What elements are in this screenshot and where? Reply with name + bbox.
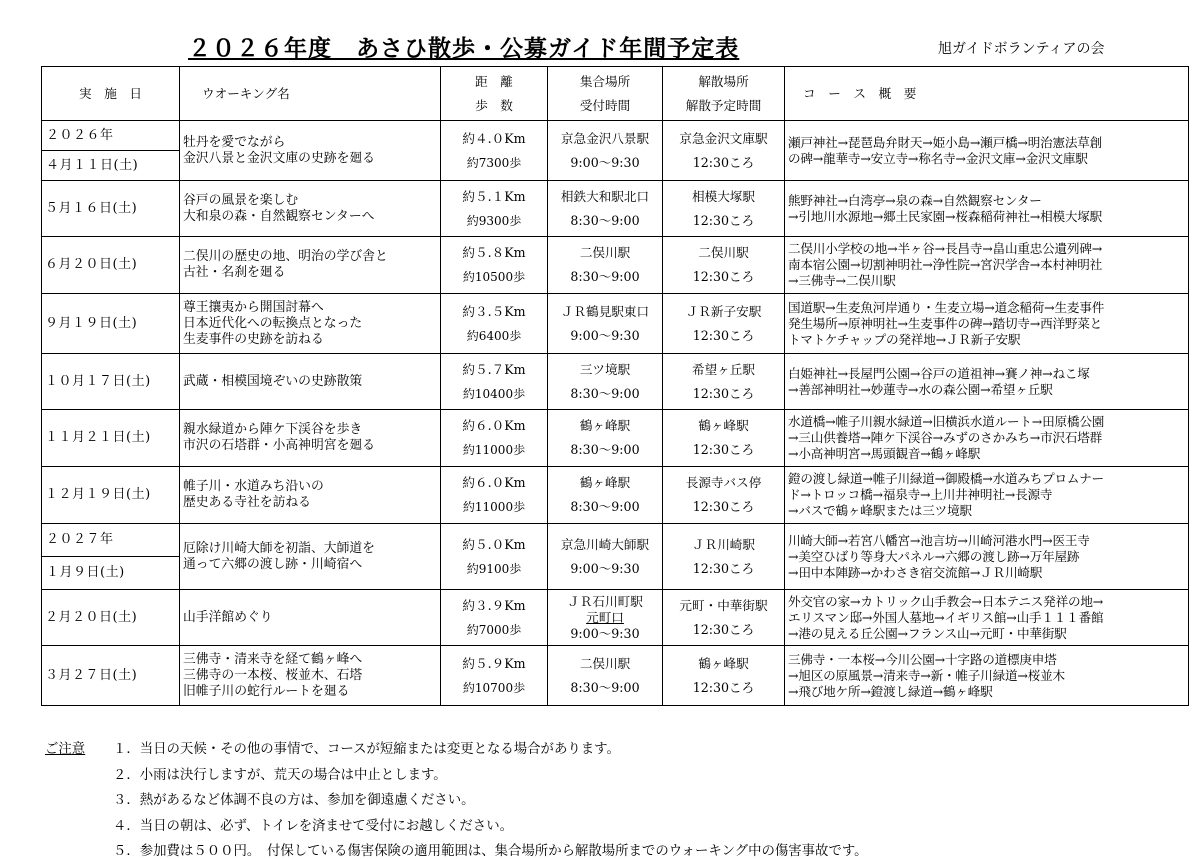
- year-label: ２０２７年: [42, 524, 179, 557]
- header-distance-label: 距 離: [475, 73, 513, 89]
- walk-name-cell: [180, 121, 441, 181]
- meeting-time: 8:30～9:00: [570, 212, 640, 228]
- dismiss-cell: [663, 237, 785, 294]
- header-dismiss-label: 解散場所: [698, 73, 749, 89]
- course-line: 鐙の渡し緑道→帷子川緑道→御殿橋→水道みちプロムナー: [788, 471, 1104, 486]
- note-item: １．当日の天候・その他の事情で、コースが短縮または変更となる場合があります。: [113, 742, 620, 757]
- walk-name-cell: [180, 181, 441, 237]
- course-line: 発生場所→原神明社→生麦事件の碑→踏切寺→西洋野菜と: [788, 315, 1103, 331]
- dismiss-cell: [663, 354, 785, 410]
- course-line: 瀬戸神社→琵琶島弁財天→姫小島→瀬戸橋→明治憲法草創: [788, 134, 1103, 150]
- walk-name-line: 親水緑道から陣ケ下渓谷を歩き: [183, 422, 363, 437]
- table-row: [42, 646, 1189, 706]
- walk-name-line: 通って六郷の渡し跡・川崎宿へ: [183, 556, 363, 572]
- meeting-time: 8:30～9:00: [570, 442, 640, 457]
- dismiss-place: 相模大塚駅: [692, 188, 755, 204]
- walk-name-line: 歴史ある寺社を訪ねる: [183, 495, 311, 510]
- header-meeting-label: 集合場所: [579, 73, 631, 89]
- schedule-table: [41, 66, 1189, 706]
- course-line: →三佛寺→二俣川駅: [788, 273, 896, 288]
- year-label: ２０２６年: [42, 121, 179, 151]
- dismiss-cell: [663, 646, 785, 706]
- meeting-place: 相鉄大和駅北口: [560, 188, 650, 204]
- course-cell: [785, 410, 1189, 467]
- header-dismiss-time-label: 解散予定時間: [685, 97, 762, 113]
- walk-name-cell: [180, 467, 441, 524]
- walk-name-line: 三佛寺の一本桜、桜並木、石塔: [183, 667, 363, 683]
- meeting-place: 三ツ境駅: [579, 361, 631, 377]
- dismiss-time: 12:30ころ: [692, 269, 755, 284]
- meeting-time: 8:30～9:00: [570, 499, 640, 514]
- steps-value: 約10500歩: [462, 270, 526, 284]
- course-cell: [785, 524, 1189, 590]
- dismiss-place: 京急金沢文庫駅: [679, 130, 768, 146]
- table-row: [42, 467, 1189, 524]
- dismiss-time: 12:30ころ: [692, 621, 755, 637]
- course-line: →港の見える丘公園→フランス山→元町・中華街駅: [788, 625, 1067, 641]
- meeting-place: 二俣川駅: [579, 245, 631, 260]
- walk-name-line: 日本近代化への転換点となった: [183, 315, 363, 331]
- meeting-time: 8:30～9:00: [570, 269, 640, 284]
- header-course: コ ー ス 概 要: [785, 67, 1189, 121]
- dismiss-time: 12:30ころ: [692, 154, 755, 170]
- course-line: 三佛寺・一本桜→今川公園→十字路の道標庚申塔: [788, 651, 1057, 667]
- dismiss-cell: [663, 410, 785, 467]
- course-cell: [785, 181, 1189, 237]
- course-line: 水道橋→帷子川親水緑道→旧横浜水道ルート→田原橋公園: [788, 414, 1105, 429]
- table-row: [42, 121, 1189, 181]
- steps-value: 約9300歩: [466, 213, 522, 228]
- date-cell: ２月２０日(土): [42, 590, 180, 646]
- distance-value: 約５.８Km: [462, 245, 526, 260]
- dismiss-place: 希望ヶ丘駅: [692, 361, 755, 377]
- organization-name: 旭ガイドボランティアの会: [938, 41, 1105, 57]
- course-line: 外交官の家→カトリック山手教会→日本テニス発祥の地→: [788, 593, 1104, 609]
- date-cell: １２月１９日(土): [42, 467, 180, 524]
- distance-cell: [441, 121, 548, 181]
- steps-value: 約6400歩: [466, 328, 522, 343]
- course-line: →飛び地ケ所→鐙渡し緑道→鶴ヶ峰駅: [788, 683, 993, 699]
- dismiss-time: 12:30ころ: [692, 560, 755, 576]
- dismiss-time: 12:30ころ: [692, 327, 755, 343]
- course-cell: [785, 121, 1189, 181]
- course-cell: [785, 646, 1189, 706]
- steps-value: 約11000歩: [462, 500, 526, 514]
- header-name: ウオーキング名: [180, 67, 441, 121]
- walk-name-line: 旧帷子川の蛇行ルートを廻る: [183, 683, 350, 699]
- walk-name-cell: [180, 590, 441, 646]
- distance-value: 約３.９Km: [462, 597, 526, 613]
- meeting-time: 9:00～9:30: [570, 625, 640, 641]
- walk-name-line: 三佛寺・清来寺を経て鶴ヶ峰へ: [183, 651, 363, 667]
- steps-value: 約7300歩: [466, 155, 522, 170]
- date-cell: ９月１９日(土): [42, 294, 180, 354]
- walk-name-cell: [180, 646, 441, 706]
- walk-name-cell: [180, 354, 441, 410]
- course-line: 川崎大師→若宮八幡宮→池言坊→川崎河港水門→医王寺: [788, 532, 1090, 548]
- meeting-cell: [548, 121, 663, 181]
- course-cell: [785, 467, 1189, 524]
- meeting-time: 8:30～9:00: [570, 385, 640, 401]
- distance-cell: [441, 467, 548, 524]
- header-dismiss: [663, 67, 785, 121]
- table-row: [42, 181, 1189, 237]
- table-row: [42, 590, 1189, 646]
- meeting-cell: [548, 237, 663, 294]
- walk-name-line: 尊王攘夷から開国討幕へ: [183, 299, 324, 315]
- header-distance: [441, 67, 548, 121]
- distance-cell: [441, 237, 548, 294]
- course-line: →善部神明社→妙蓮寺→水の森公園→希望ヶ丘駅: [788, 381, 1053, 397]
- meeting-place: 鶴ヶ峰駅: [579, 475, 631, 490]
- meeting-cell: [548, 646, 663, 706]
- meeting-time: 9:00～9:30: [570, 327, 640, 343]
- date-cell: １０月１７日(土): [42, 354, 180, 410]
- meeting-cell: [548, 590, 663, 646]
- dismiss-cell: [663, 590, 785, 646]
- distance-cell: [441, 181, 548, 237]
- distance-value: 約５.７Km: [462, 361, 526, 377]
- walk-name-line: 谷戸の風景を楽しむ: [183, 192, 299, 208]
- course-line: 南本宿公園→切割神明社→浄性院→宮沢学舎→本村神明社: [788, 257, 1103, 272]
- note-item: ３．熱があるなど体調不良の方は、参加を御遠慮ください。: [113, 793, 475, 808]
- meeting-cell: [548, 181, 663, 237]
- course-line: エリスマン邸→外国人墓地→イギリス館→山手１１１番館: [788, 609, 1104, 625]
- date-cell: １１月２１日(土): [42, 410, 180, 467]
- course-line: 熊野神社→白湾亭→泉の森→自然観察センター: [788, 192, 1042, 208]
- meeting-cell: [548, 410, 663, 467]
- dismiss-place: 長源寺バス停: [685, 475, 762, 490]
- distance-cell: [441, 590, 548, 646]
- course-line: →田中本陣跡→かわさき宿交流館→ＪＲ川崎駅: [788, 564, 1043, 580]
- walk-name-cell: [180, 237, 441, 294]
- note-item: ５．参加費は５００円。 付保している傷害保険の適用範囲は、集合場所から解散場所までのウォーキング中の傷害事故です。: [113, 844, 868, 859]
- distance-value: 約５.０Km: [462, 536, 526, 552]
- dismiss-cell: [663, 181, 785, 237]
- header-reception-label: 受付時間: [579, 97, 631, 113]
- course-line: トマトケチャップの発祥地→ＪＲ新子安駅: [788, 331, 1021, 347]
- course-line: ド→トロッコ橋→福泉寺→上川井神明社→長源寺: [788, 487, 1053, 502]
- course-cell: [785, 354, 1189, 410]
- dismiss-cell: [663, 524, 785, 590]
- distance-value: 約６.０Km: [462, 475, 526, 490]
- distance-cell: [441, 410, 548, 467]
- course-line: →三山供養塔→陣ケ下渓谷→みずのさかみち→市沢石塔群: [788, 430, 1103, 445]
- walk-name-line: 金沢八景と金沢文庫の史跡を廻る: [183, 150, 375, 166]
- walk-name-line: 武蔵・相模国境ぞいの史跡散策: [183, 373, 363, 389]
- course-line: →美空ひばり等身大パネル→六郷の渡し跡→万年屋跡: [788, 548, 1080, 564]
- walk-name-line: 古社・名刹を廻る: [183, 265, 286, 280]
- table-header-row: [42, 67, 1189, 121]
- steps-value: 約10700歩: [462, 680, 526, 695]
- walk-name-line: 厄除け川崎大師を初詣、大師道を: [183, 540, 375, 556]
- note-item: ２．小雨は決行しますが、荒天の場合は中止とします。: [113, 767, 447, 783]
- dismiss-place: ＪＲ川崎駅: [692, 536, 755, 552]
- walk-name-line: 二俣川の歴史の地、明治の学び舎と: [183, 249, 388, 264]
- dismiss-cell: [663, 294, 785, 354]
- date-label: １月９日(土): [46, 565, 125, 580]
- dismiss-time: 12:30ころ: [692, 499, 755, 514]
- course-line: →引地川水源地→郷土民家園→桜森稲荷神社→相模大塚駅: [788, 208, 1103, 224]
- meeting-place-exit: 元町口: [586, 609, 624, 625]
- walk-name-line: 牡丹を愛でながら: [183, 134, 286, 150]
- dismiss-cell: [663, 467, 785, 524]
- meeting-cell: [548, 524, 663, 590]
- walk-name-line: 市沢の石塔群・小高神明宮を廻る: [183, 438, 375, 453]
- table-row: [42, 237, 1189, 294]
- date-label: ４月１１日(土): [46, 158, 139, 173]
- walk-name-cell: [180, 410, 441, 467]
- distance-cell: [441, 646, 548, 706]
- date-cell: ３月２７日(土): [42, 646, 180, 706]
- course-cell: [785, 590, 1189, 646]
- dismiss-time: 12:30ころ: [692, 442, 755, 457]
- date-cell: ６月２０日(土): [42, 237, 180, 294]
- date-cell: ５月１６日(土): [42, 181, 180, 237]
- walk-name-line: 帷子川・水道みち沿いの: [183, 479, 324, 494]
- note-item: ４．当日の朝は、必ず、トイレを済ませて受付にお越しください。: [113, 818, 513, 834]
- dismiss-place: 鶴ヶ峰駅: [698, 418, 749, 433]
- distance-value: 約６.０Km: [462, 418, 526, 433]
- date-cell: [42, 121, 180, 181]
- distance-value: 約３.５Km: [462, 303, 526, 319]
- distance-value: 約５.１Km: [462, 188, 526, 204]
- walk-name-line: 山手洋館めぐり: [183, 609, 273, 625]
- table-row: [42, 410, 1189, 467]
- meeting-time: 8:30～9:00: [570, 679, 640, 695]
- meeting-place: ＪＲ石川町駅: [567, 593, 643, 609]
- meeting-place: 二俣川駅: [579, 655, 631, 671]
- walk-name-cell: [180, 524, 441, 590]
- dismiss-place: 元町・中華街駅: [679, 597, 768, 613]
- distance-cell: [441, 294, 548, 354]
- walk-name-line: 生麦事件の史跡を訪ねる: [183, 331, 324, 347]
- distance-value: 約４.０Km: [462, 130, 526, 146]
- dismiss-cell: [663, 121, 785, 181]
- dismiss-place: ＪＲ新子安駅: [685, 303, 762, 319]
- course-cell: [785, 294, 1189, 354]
- walk-name-cell: [180, 294, 441, 354]
- table-row: [42, 294, 1189, 354]
- header-date: 実 施 日: [42, 67, 180, 121]
- meeting-cell: [548, 467, 663, 524]
- course-line: 国道駅→生麦魚河岸通り・生麦立場→道念稲荷→生麦事件: [788, 299, 1105, 315]
- meeting-cell: [548, 354, 663, 410]
- course-line: 二俣川小学校の地→半ヶ谷→長昌寺→畠山重忠公遺列碑→: [788, 241, 1103, 256]
- table-row: [42, 354, 1189, 410]
- meeting-place: 京急金沢八景駅: [560, 130, 650, 146]
- meeting-time: 9:00～9:30: [570, 560, 640, 576]
- steps-value: 約7000歩: [466, 622, 522, 637]
- dismiss-time: 12:30ころ: [692, 385, 755, 401]
- course-line: 白姫神社→長屋門公園→谷戸の道祖神→賽ノ神→ねこ塚: [788, 365, 1090, 381]
- notes-label: ご注意: [45, 742, 86, 757]
- steps-value: 約11000歩: [462, 443, 526, 457]
- table-row: [42, 524, 1189, 590]
- course-line: の碑→龍華寺→安立寺→称名寺→金沢文庫→金沢文庫駅: [788, 150, 1088, 166]
- date-cell: [42, 524, 180, 590]
- header-steps-label: 歩 数: [475, 97, 513, 113]
- steps-value: 約10400歩: [462, 386, 526, 401]
- distance-cell: [441, 354, 548, 410]
- steps-value: 約9100歩: [466, 561, 522, 576]
- dismiss-place: 二俣川駅: [698, 245, 749, 260]
- meeting-time: 9:00～9:30: [570, 154, 640, 170]
- meeting-place: 鶴ヶ峰駅: [579, 418, 631, 433]
- course-line: →旭区の原風景→清来寺→新・帷子川緑道→桜並木: [788, 667, 1065, 683]
- meeting-place: 京急川崎大師駅: [560, 536, 650, 552]
- dismiss-place: 鶴ヶ峰駅: [698, 655, 749, 671]
- distance-cell: [441, 524, 548, 590]
- meeting-cell: [548, 294, 663, 354]
- page-title: ２０２６年度 あさひ散歩・公募ガイド年間予定表: [188, 35, 740, 62]
- course-cell: [785, 237, 1189, 294]
- meeting-place: ＪＲ鶴見駅東口: [560, 303, 650, 319]
- walk-name-line: 大和泉の森・自然観察センターへ: [183, 208, 375, 224]
- dismiss-time: 12:30ころ: [692, 679, 755, 695]
- distance-value: 約５.９Km: [462, 655, 526, 671]
- header-meeting: [548, 67, 663, 121]
- dismiss-time: 12:30ころ: [692, 212, 755, 228]
- course-line: →小高神明宮→馬頭観音→鶴ヶ峰駅: [788, 446, 981, 461]
- course-line: →バスで鶴ヶ峰駅または三ツ境駅: [788, 503, 972, 518]
